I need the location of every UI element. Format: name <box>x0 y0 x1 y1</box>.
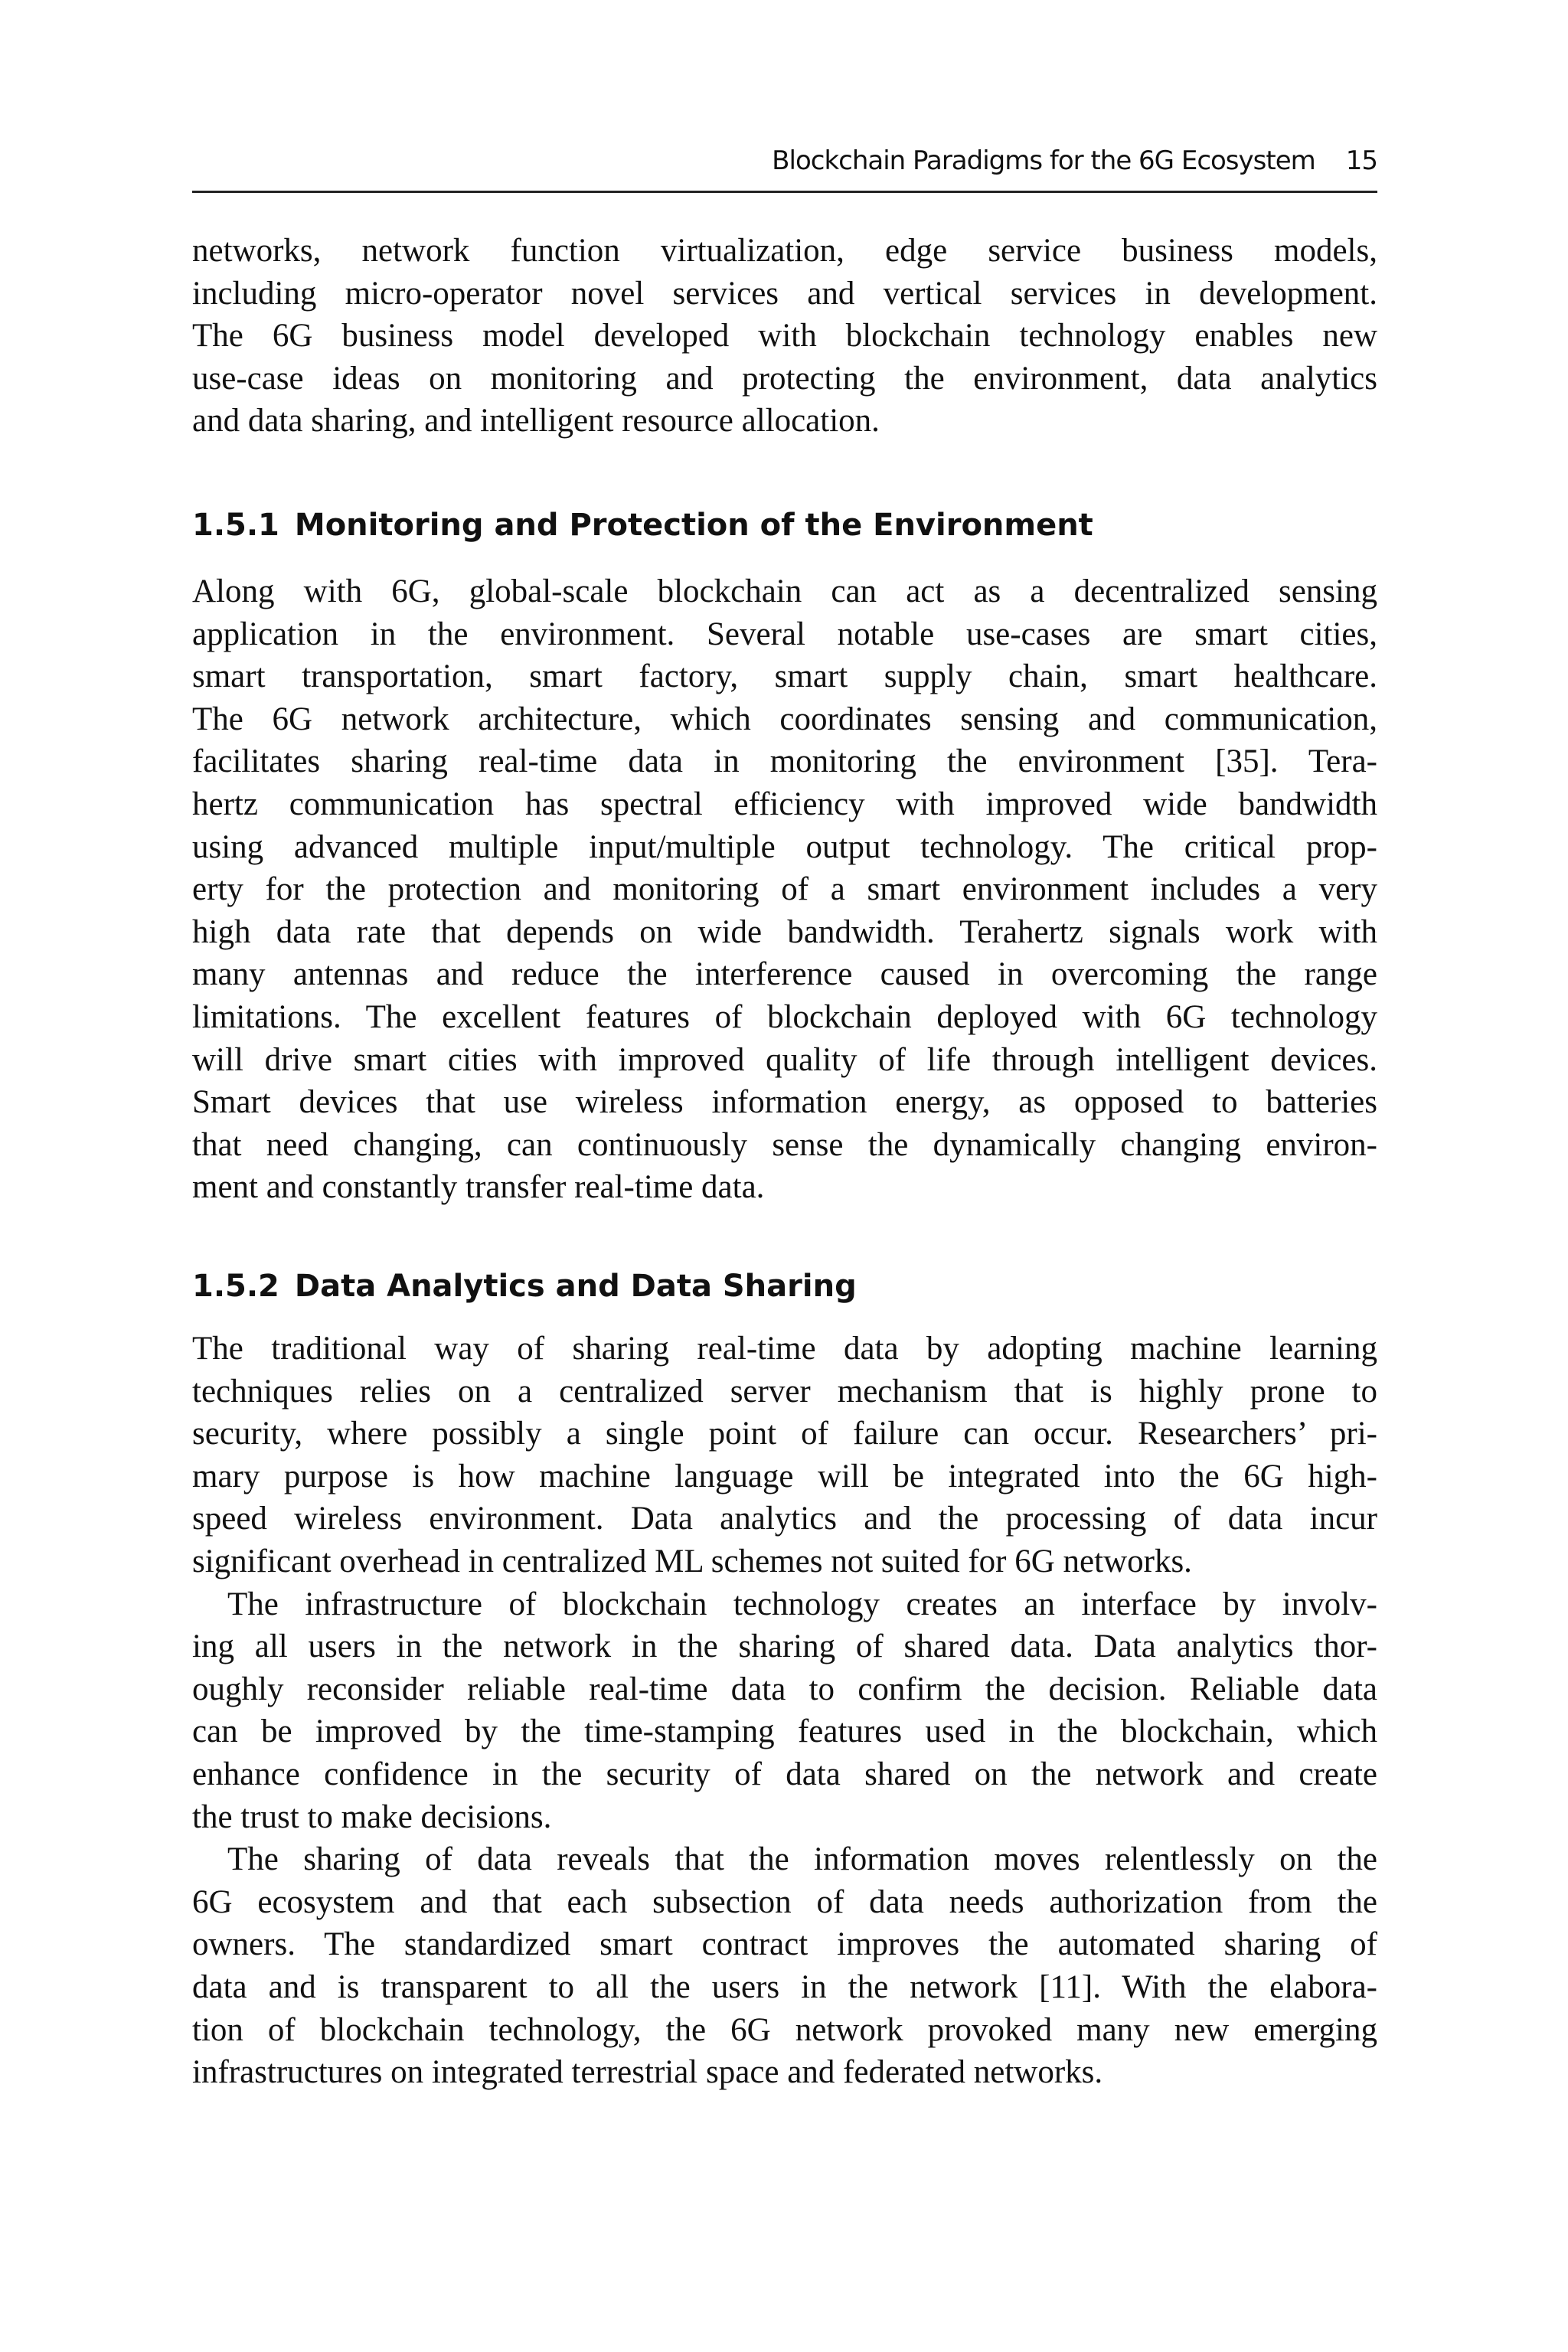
text-line: Smart devices that use wireless information energy, as opposed to batteries <box>192 1084 1377 1121</box>
page-number: 15 <box>1345 145 1377 176</box>
text-line: erty for the protection and monitoring of a smart environment includes a very <box>192 871 1377 908</box>
section-1-paragraph <box>192 570 1377 1209</box>
section-heading-1-5-1 <box>192 504 1093 547</box>
text-line: high data rate that depends on wide bandwidth. Terahertz signals work with <box>192 913 1377 950</box>
paragraph <box>192 1838 1377 2094</box>
paragraph <box>192 1328 1377 1583</box>
text-line: techniques relies on a centralized server mechanism that is highly prone to <box>192 1373 1377 1410</box>
text-line: significant overhead in centralized ML schemes not suited for 6G networks. <box>192 1543 1192 1579</box>
text-line: will drive smart cities with improved quality of life through intelligent devices. <box>192 1041 1377 1078</box>
text-line: hertz communication has spectral efficiency with improved wide bandwidth <box>192 786 1377 822</box>
section-number: 1.5.1 <box>192 508 279 543</box>
text-line: application in the environment. Several notable use-cases are smart cities, <box>192 616 1377 652</box>
text-line: 6G ecosystem and that each subsection of data needs authorization from the <box>192 1883 1377 1920</box>
paragraph <box>192 1583 1377 1839</box>
text-line: including micro-operator novel services and vertical services in development. <box>192 275 1377 312</box>
section-heading-1-5-2 <box>192 1265 857 1308</box>
text-line: facilitates sharing real-time data in monitoring the environment [35]. Tera- <box>192 743 1377 780</box>
text-line: networks, network function virtualization, edge service business models, <box>192 233 1377 269</box>
text-line: and data sharing, and intelligent resource allocation. <box>192 403 880 439</box>
text-line: that need changing, can continuously sense the dynamically changing environ- <box>192 1126 1377 1163</box>
text-line: tion of blockchain technology, the 6G network provoked many new emerging <box>192 2011 1377 2048</box>
section-2-body <box>192 1328 1377 2094</box>
text-line: ing all users in the network in the sharing of shared data. Data analytics thor- <box>192 1628 1377 1665</box>
text-line: security, where possibly a single point of failure can occur. Researchers’ pri- <box>192 1416 1377 1452</box>
header-rule <box>192 191 1377 193</box>
text-line: the trust to make decisions. <box>192 1798 552 1835</box>
section-title: Monitoring and Protection of the Environment <box>294 508 1093 543</box>
text-line: using advanced multiple input/multiple output technology. The critical prop- <box>192 828 1377 865</box>
text-line: oughly reconsider reliable real-time data to confirm the decision. Reliable data <box>192 1671 1377 1707</box>
text-line: owners. The standardized smart contract improves the automated sharing of <box>192 1926 1377 1963</box>
text-line: The 6G business model developed with blockchain technology enables new <box>192 318 1377 354</box>
text-line: The traditional way of sharing real-time data by adopting machine learning <box>192 1331 1377 1367</box>
text-line: many antennas and reduce the interference caused in overcoming the range <box>192 956 1377 993</box>
intro-paragraph <box>192 230 1377 443</box>
text-line: limitations. The excellent features of blockchain deployed with 6G technology <box>192 998 1377 1035</box>
text-line: infrastructures on integrated terrestrial space and federated networks. <box>192 2054 1103 2091</box>
text-line: speed wireless environment. Data analytics and the processing of data incur <box>192 1501 1377 1537</box>
section-number: 1.5.2 <box>192 1269 279 1304</box>
running-header <box>192 138 1377 184</box>
running-title: Blockchain Paradigms for the 6G Ecosystem <box>772 145 1315 176</box>
text-line: The infrastructure of blockchain technology creates an interface by involv- <box>227 1586 1377 1622</box>
text-line: enhance confidence in the security of data shared on the network and create <box>192 1756 1377 1792</box>
text-line: use-case ideas on monitoring and protecting the environment, data analytics <box>192 360 1377 397</box>
text-line: Along with 6G, global-scale blockchain can act as a decentralized sensing <box>192 573 1377 609</box>
text-line: data and is transparent to all the users in the network [11]. With the elabora- <box>192 1968 1377 2005</box>
text-line: can be improved by the time-stamping features used in the blockchain, which <box>192 1713 1377 1750</box>
text-line: ment and constantly transfer real-time data. <box>192 1169 765 1206</box>
text-line: smart transportation, smart factory, smart supply chain, smart healthcare. <box>192 658 1377 695</box>
section-title: Data Analytics and Data Sharing <box>294 1269 857 1304</box>
text-line: mary purpose is how machine language will be integrated into the 6G high- <box>192 1458 1377 1494</box>
text-line: The sharing of data reveals that the information moves relentlessly on the <box>227 1841 1377 1878</box>
text-line: The 6G network architecture, which coordinates sensing and communication, <box>192 701 1377 737</box>
